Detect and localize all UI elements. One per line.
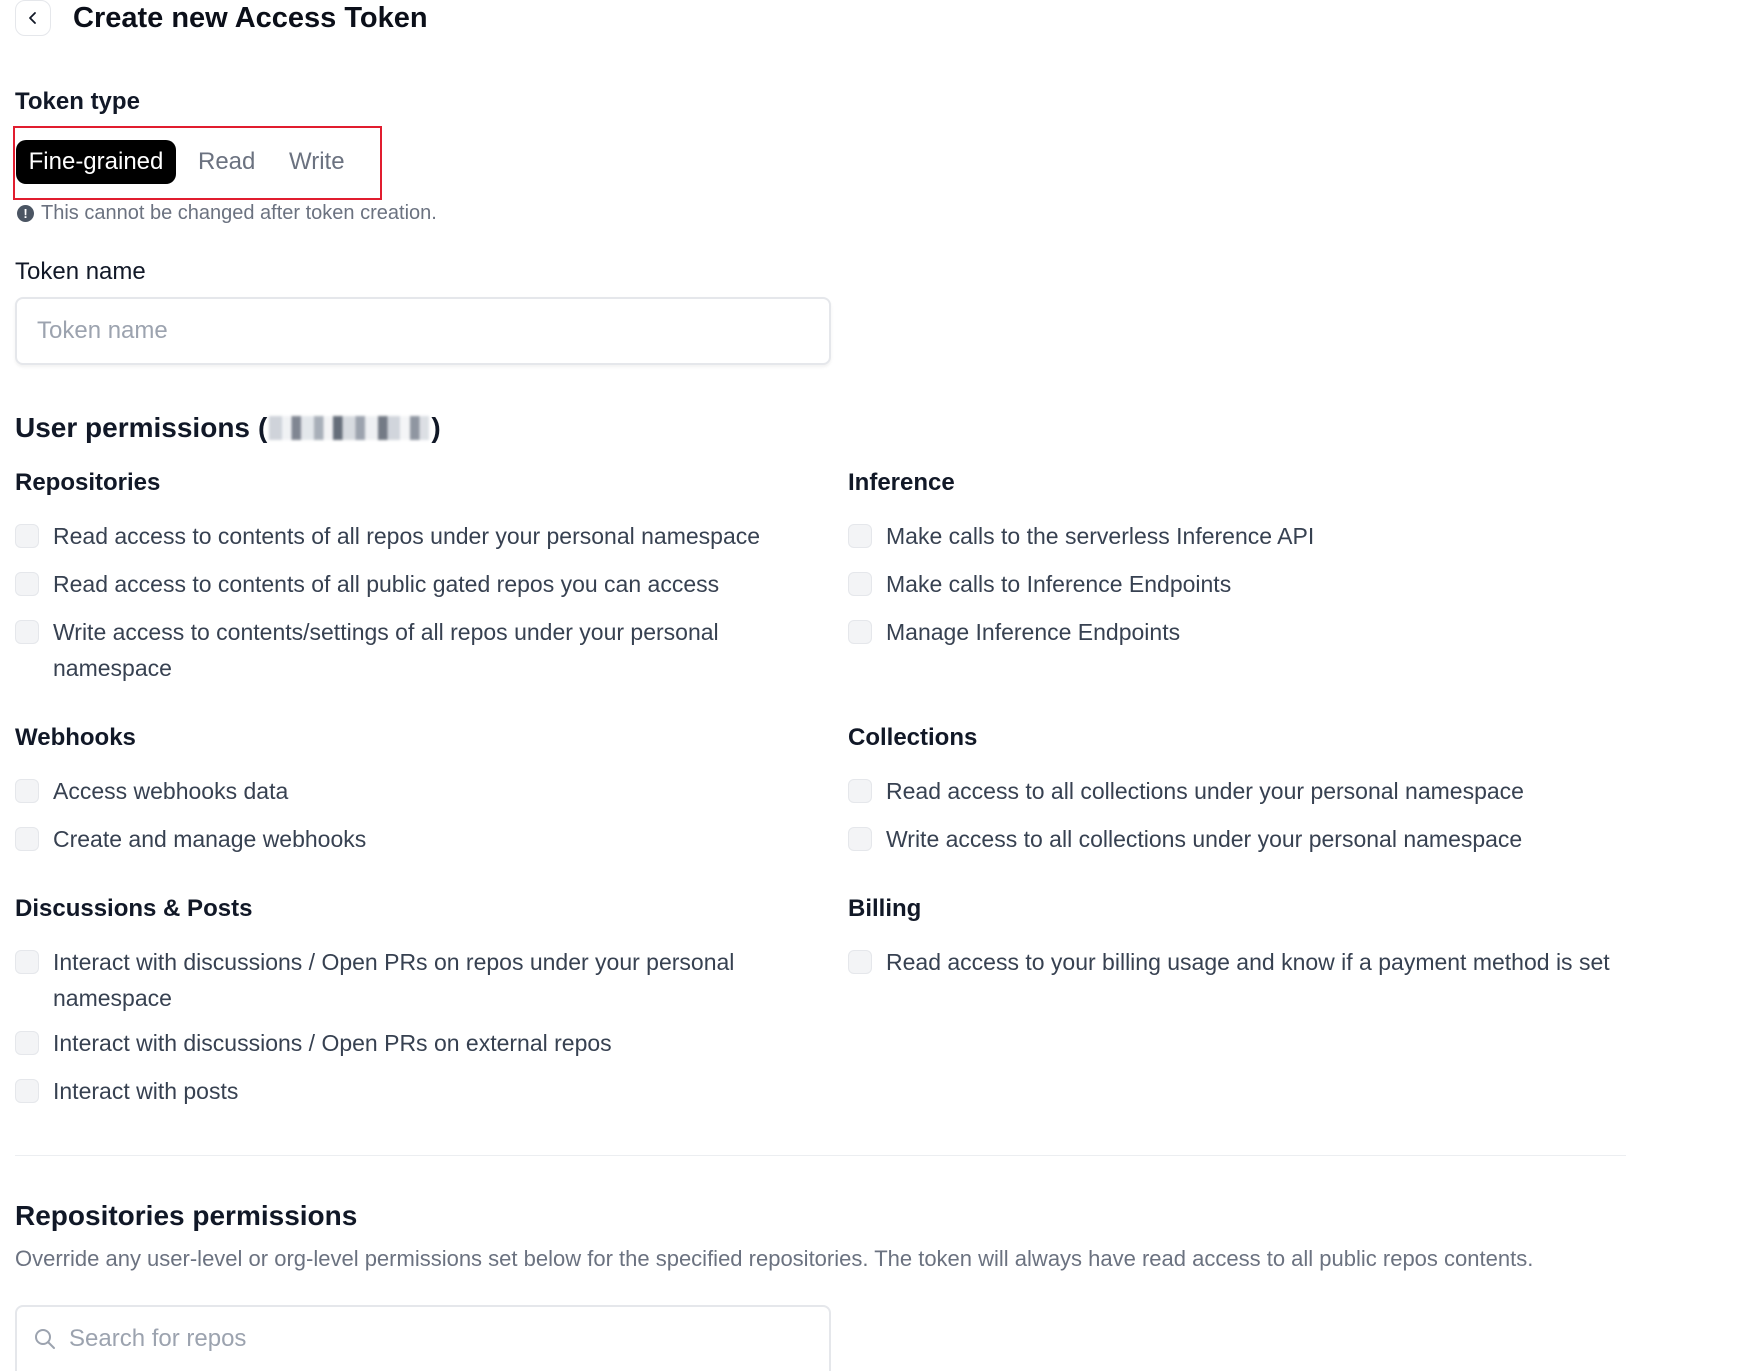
permission-label: Make calls to the serverless Inference API (886, 523, 1315, 549)
permission-label: Interact with discussions / Open PRs on external repos (53, 1030, 612, 1056)
search-icon (33, 1327, 57, 1351)
permission-item[interactable] (15, 518, 775, 554)
token-type-label: Token type (15, 88, 140, 115)
checkbox[interactable] (848, 572, 872, 596)
permission-item[interactable] (15, 1073, 775, 1109)
permission-item[interactable] (15, 944, 735, 1016)
repositories-permissions-description: Override any user-level or org-level permissions set below for the specified repositories. The token will always have read access to all public repos contents. (15, 1246, 1534, 1271)
paren-close: ) (431, 412, 441, 443)
repo-search-input[interactable] (67, 1324, 771, 1354)
permission-label: Read access to contents of all public gated repos you can access (53, 571, 720, 597)
section-divider (15, 1155, 1626, 1156)
permission-label: Interact with posts (53, 1078, 239, 1104)
permission-label: Read access to contents of all repos under your personal namespace (53, 523, 761, 549)
token-type-hint-text: This cannot be changed after token creation. (41, 201, 437, 224)
billing-title: Billing (848, 895, 922, 922)
checkbox[interactable] (15, 572, 39, 596)
inference-title: Inference (848, 469, 955, 496)
tab-write[interactable]: Write (289, 148, 345, 175)
permission-item[interactable] (15, 1025, 775, 1061)
permission-item[interactable] (848, 566, 1648, 602)
permission-item[interactable] (848, 518, 1648, 554)
permission-label: Read access to your billing usage and know if a payment method is set (886, 949, 1610, 975)
token-name-label: Token name (15, 258, 146, 285)
permission-label: Write access to contents/settings of all repos under your personal namespace (53, 619, 719, 681)
checkbox[interactable] (848, 779, 872, 803)
checkbox[interactable] (15, 1079, 39, 1103)
permission-item[interactable] (15, 773, 775, 809)
tab-read[interactable]: Read (198, 148, 256, 175)
page-title: Create new Access Token (73, 2, 428, 34)
checkbox[interactable] (15, 950, 39, 974)
permission-label: Interact with discussions / Open PRs on repos under your personal namespace (53, 949, 735, 1011)
permission-label: Write access to all collections under your personal namespace (886, 826, 1523, 852)
permission-item[interactable] (848, 944, 1668, 980)
redacted-username (269, 416, 429, 440)
checkbox[interactable] (15, 1031, 39, 1055)
user-permissions-title-text: User permissions (15, 412, 250, 443)
checkbox[interactable] (848, 950, 872, 974)
permission-label: Access webhooks data (53, 778, 289, 804)
back-button[interactable] (15, 0, 51, 36)
chevron-left-icon (25, 10, 41, 26)
permission-item[interactable] (848, 614, 1648, 650)
permission-label: Create and manage webhooks (53, 826, 367, 852)
permission-item[interactable] (848, 821, 1648, 857)
user-permissions-title (15, 412, 441, 444)
checkbox[interactable] (15, 620, 39, 644)
collections-title: Collections (848, 724, 978, 751)
repo-search-field[interactable] (15, 1305, 831, 1371)
permission-label: Make calls to Inference Endpoints (886, 571, 1232, 597)
permission-item[interactable] (848, 773, 1648, 809)
tab-fine-grained[interactable]: Fine-grained (16, 140, 176, 184)
checkbox[interactable] (15, 524, 39, 548)
permission-label: Manage Inference Endpoints (886, 619, 1181, 645)
checkbox[interactable] (848, 524, 872, 548)
checkbox[interactable] (15, 779, 39, 803)
permission-item[interactable] (15, 821, 775, 857)
discussions-title: Discussions & Posts (15, 895, 253, 922)
token-name-input[interactable] (15, 297, 831, 365)
repositories-permissions-title: Repositories permissions (15, 1200, 358, 1231)
repositories-title: Repositories (15, 469, 161, 496)
permission-item[interactable] (15, 566, 775, 602)
paren-open: ( (258, 412, 268, 443)
permission-label: Read access to all collections under your personal namespace (886, 778, 1524, 804)
token-type-hint (17, 201, 437, 225)
permission-item[interactable] (15, 614, 735, 686)
webhooks-title: Webhooks (15, 724, 136, 751)
checkbox[interactable] (15, 827, 39, 851)
checkbox[interactable] (848, 620, 872, 644)
checkbox[interactable] (848, 827, 872, 851)
info-icon: ! (17, 205, 34, 222)
